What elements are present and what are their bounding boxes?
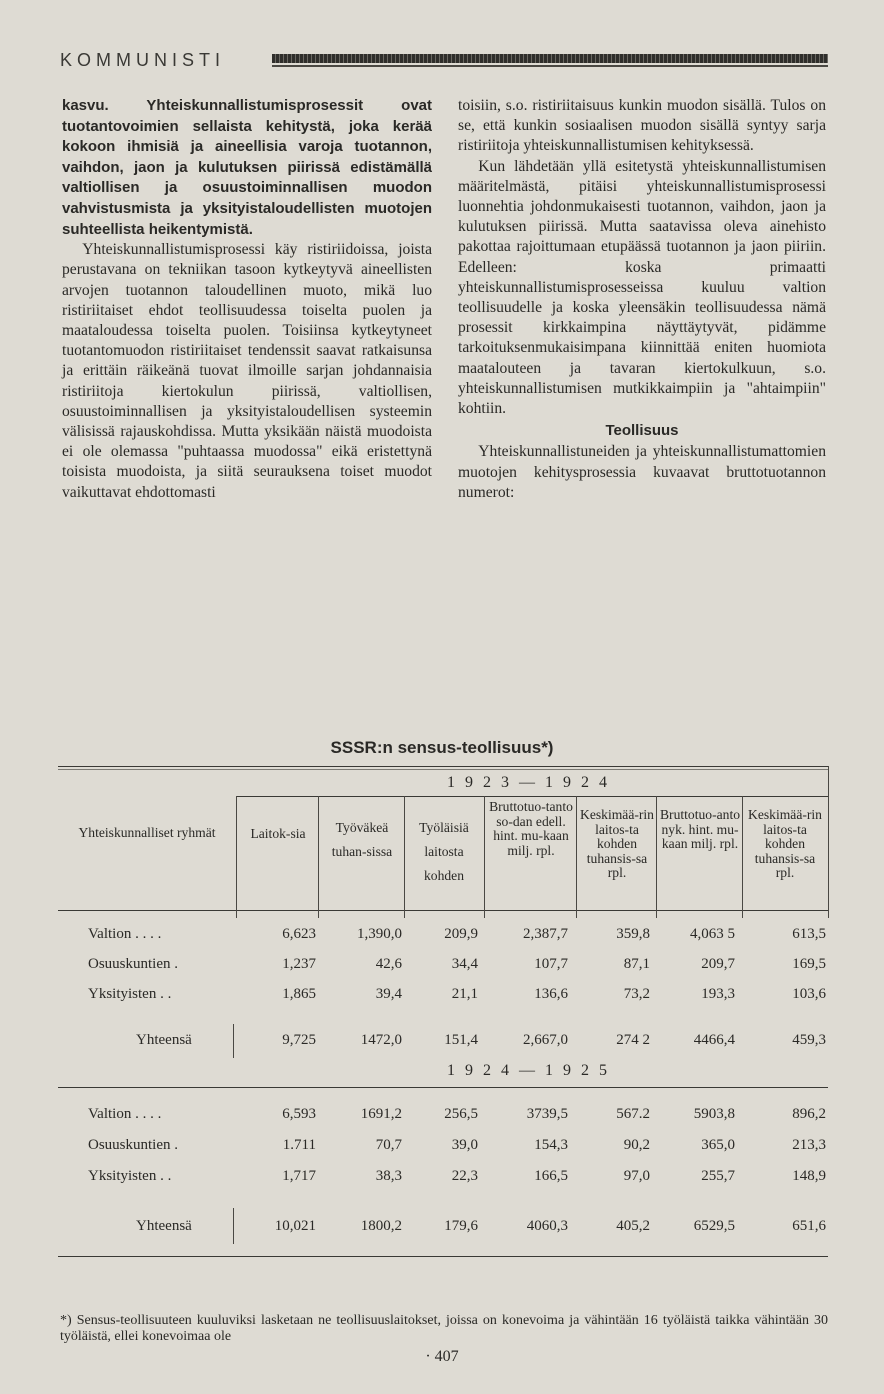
- table-cell: 896,2: [792, 1106, 826, 1122]
- table-cell: 3739,5: [526, 1106, 568, 1122]
- row-label: Osuuskuntien .: [88, 1137, 178, 1153]
- table-cell: 136,6: [534, 986, 568, 1002]
- table-vrule: [236, 796, 237, 918]
- table-cell: 107,7: [534, 956, 568, 972]
- row-label: Valtion . . . .: [88, 926, 162, 942]
- table-cell: 1,865: [282, 986, 316, 1002]
- table-cell: 613,5: [792, 926, 826, 942]
- table-vrule: [404, 796, 405, 918]
- table-cell: 255,7: [701, 1168, 735, 1184]
- header-tyolaisia: Työläisiä laitosta kohden: [419, 820, 469, 883]
- table-cell: 166,5: [534, 1168, 568, 1184]
- header-keskimaara-1: Keskimää-rin laitos-ta kohden tuhansis-sa rpl.: [580, 807, 654, 880]
- header-group: Yhteiskunnalliset ryhmät: [78, 825, 216, 840]
- row-label: Yksityisten . .: [88, 986, 172, 1002]
- lead-paragraph: kasvu. Yhteiskunnallistumisprosessit ovat tuotantovoimien sellaista kehitystä, joka kerää kokoon ihmisiä ja aineellisia varoja tuotannon, vaihdon, jaon ja kulutuksen piirissä edistämällä valtiollisen ja osuustoiminnallisen muodon vahvistusmista ja yksityistaloudellisten muotojen suhteellista heikentymistä.: [62, 97, 432, 238]
- table-cell: 4466,4: [693, 1032, 735, 1048]
- table-cell: 1800,2: [360, 1218, 402, 1234]
- table-cell: 42,6: [375, 956, 402, 972]
- row-label: Osuuskuntien .: [88, 956, 178, 972]
- table-cell: 6529,5: [693, 1218, 735, 1234]
- table-cell: 34,4: [451, 956, 478, 972]
- table-cell: 103,6: [792, 986, 826, 1002]
- header-brutto-total: Bruttotuo-tanto so-dan edell. hint. mu-kaan milj. rpl.: [489, 799, 573, 858]
- table-cell: 22,3: [451, 1168, 478, 1184]
- table-cell: 38,3: [375, 1168, 402, 1184]
- page-header: [60, 48, 830, 82]
- body-paragraph: Yhteiskunnallistumisprosessi käy ristiriidoissa, joista perustavana on tekniikan tasoon kytkeytyvä aineellisten arvojen tuotannon taloudellinen muoto, mikä luo ristiriitaiset ehdot teollisuudessa toiselta puolen ja maataloudessa toiselta puolen. Toisiinsa kytkeytyneet tuotantomuodon ristiriitaiset tendenssit saavat ratkaisunsa ja erittäin räikeänä tuovat ilmoille sarjan johdannaisia ristiriitoja kiertokulun piirissä, valtiollisen, osuustoiminnallisen ja yksityistaloudellisen systeemin välisissä rajauskohdissa. Mutta yksikään näistä muodoista ei ole olemassa "puhtaassa muodossa" eikä eristettynä toisista muodoista, ja siitä seurauksena toiset muodot vaikuttavat ehdottomasti: [62, 241, 432, 501]
- table-cell: 151,4: [444, 1032, 478, 1048]
- masthead-rule: [272, 54, 828, 63]
- table-cell: 70,7: [375, 1137, 402, 1153]
- table-cell: 10,021: [274, 1218, 316, 1234]
- table-cell: 148,9: [792, 1168, 826, 1184]
- header-keskimaara-2: Keskimää-rin laitos-ta kohden tuhansis-sa rpl.: [748, 807, 822, 880]
- table-vrule: [484, 796, 485, 918]
- row-label: Valtion . . . .: [88, 1106, 162, 1122]
- period-label: 1924—1925: [447, 1062, 617, 1079]
- footnote: *) Sensus-teollisuuteen kuuluviksi lasketaan ne teollisuuslaitokset, joissa on konevoima ja vähintään 16 työläistä taikka vähintään 30 työläistä, ellei konevoimaa ole: [60, 1313, 828, 1344]
- header-brutto-current: Bruttotuo-anto nyk. hint. mu-kaan milj. rpl.: [659, 807, 741, 851]
- table-cell: 209,7: [701, 956, 735, 972]
- table-cell: 365,0: [701, 1137, 735, 1153]
- table-cell: 1,237: [282, 956, 316, 972]
- total-divider: [233, 1208, 234, 1244]
- page-number: · 407: [425, 1348, 459, 1365]
- table-cell: 4060,3: [526, 1218, 568, 1234]
- left-column: [62, 96, 432, 503]
- masthead-rule-underline: [272, 65, 828, 67]
- row-label: Yksityisten . .: [88, 1168, 172, 1184]
- table-cell: 1.711: [282, 1137, 316, 1153]
- table-cell: 73,2: [623, 986, 650, 1002]
- table-cell: 567.2: [616, 1106, 650, 1122]
- table-cell: 213,3: [792, 1137, 826, 1153]
- table-cell: 1,390,0: [357, 926, 402, 942]
- table-cell: 2,667,0: [523, 1032, 568, 1048]
- right-column: [458, 96, 826, 503]
- table-cell: 193,3: [701, 986, 735, 1002]
- table-cell: 1472,0: [360, 1032, 402, 1048]
- table-cell: 9,725: [282, 1032, 316, 1048]
- table-cell: 651,6: [792, 1218, 826, 1234]
- period-label: 1923—1924: [447, 774, 617, 791]
- table-cell: 359,8: [616, 926, 650, 942]
- table-cell: 154,3: [534, 1137, 568, 1153]
- table-cell: 274 2: [616, 1032, 650, 1048]
- table-cell: 1,717: [282, 1168, 316, 1184]
- table-cell: 97,0: [623, 1168, 650, 1184]
- table-cell: 405,2: [616, 1218, 650, 1234]
- table-cell: 21,1: [451, 986, 478, 1002]
- table-cell: 1691,2: [360, 1106, 402, 1122]
- table-cell: 90,2: [623, 1137, 650, 1153]
- table-cell: 2,387,7: [523, 926, 568, 942]
- table-cell: 209,9: [444, 926, 478, 942]
- table-cell: 6,623: [282, 926, 316, 942]
- table-cell: 4,063 5: [690, 926, 735, 942]
- table-vrule: [576, 796, 577, 918]
- table-rule: [58, 1087, 828, 1088]
- total-divider: [233, 1024, 234, 1058]
- header-tyovakea: Työväkeä tuhan-sissa: [331, 820, 393, 859]
- table-header-rule: [58, 910, 828, 911]
- table-cell: 5903,8: [693, 1106, 735, 1122]
- table-top-rule: [58, 766, 828, 767]
- table-cell: 6,593: [282, 1106, 316, 1122]
- table-cell: 256,5: [444, 1106, 478, 1122]
- table-vrule: [656, 796, 657, 918]
- table-cell: 169,5: [792, 956, 826, 972]
- table-vrule: [742, 796, 743, 918]
- table-cell: 39,4: [375, 986, 402, 1002]
- body-paragraph: Kun lähdetään yllä esitetystä yhteiskunnallistumisen määritelmästä, pitäisi yhteiskunnallistumisprosessi luonnehtia johdonmukaisesti tuotannon, vaihdon, jaon ja kulutuksen piirissä. Mutta saatavissa oleva ainehisto pakottaa rajoittumaan etupäässä tuotannon ja jaon piiriin. Edelleen: koska primaatti yhteiskunnallistumisprosesseissa kuuluu valtion teollisuudelle ja koska yleensäkin teollisuudessa nämä prosessit kirkkaimpina näyttäytyvät, pidämme tarkoituksenmukaisimpana kiinnittää eniten huomiota maatalouteen ja tavaran kiertokulkuun, s.o. yhteiskunnallistumisen mutkikkaimpiin ja "ahtaimpiin" kohtiin.: [458, 157, 826, 418]
- table-vrule: [318, 796, 319, 918]
- table-rule: [236, 796, 828, 797]
- table-cell: 179,6: [444, 1218, 478, 1234]
- table-bottom-rule: [58, 1256, 828, 1257]
- table-cell: 459,3: [792, 1032, 826, 1048]
- table-vrule: [828, 766, 829, 918]
- table-rule: [58, 769, 828, 770]
- masthead: KOMMUNISTI: [60, 50, 225, 70]
- total-row-label: Yhteensä: [136, 1032, 192, 1048]
- table-cell: 39,0: [451, 1137, 478, 1153]
- table-title: SSSR:n sensus-teollisuus*): [330, 738, 554, 757]
- header-laitoksia: Laitok-sia: [250, 826, 306, 841]
- section-heading: Teollisuus: [605, 422, 679, 440]
- table-cell: 87,1: [623, 956, 650, 972]
- total-row-label: Yhteensä: [136, 1218, 192, 1234]
- body-paragraph: toisiin, s.o. ristiriitaisuus kunkin muodon sisällä. Tulos on se, että kunkin sosiaalisen muodon sisällä syntyy sarja ristiriitoja yhteiskunnallistumisen kehityksessä.: [458, 97, 826, 155]
- body-paragraph: Yhteiskunnallistuneiden ja yhteiskunnallistumattomien muotojen kehitysprosessia kuvaavat bruttotuotannon numerot:: [458, 443, 826, 501]
